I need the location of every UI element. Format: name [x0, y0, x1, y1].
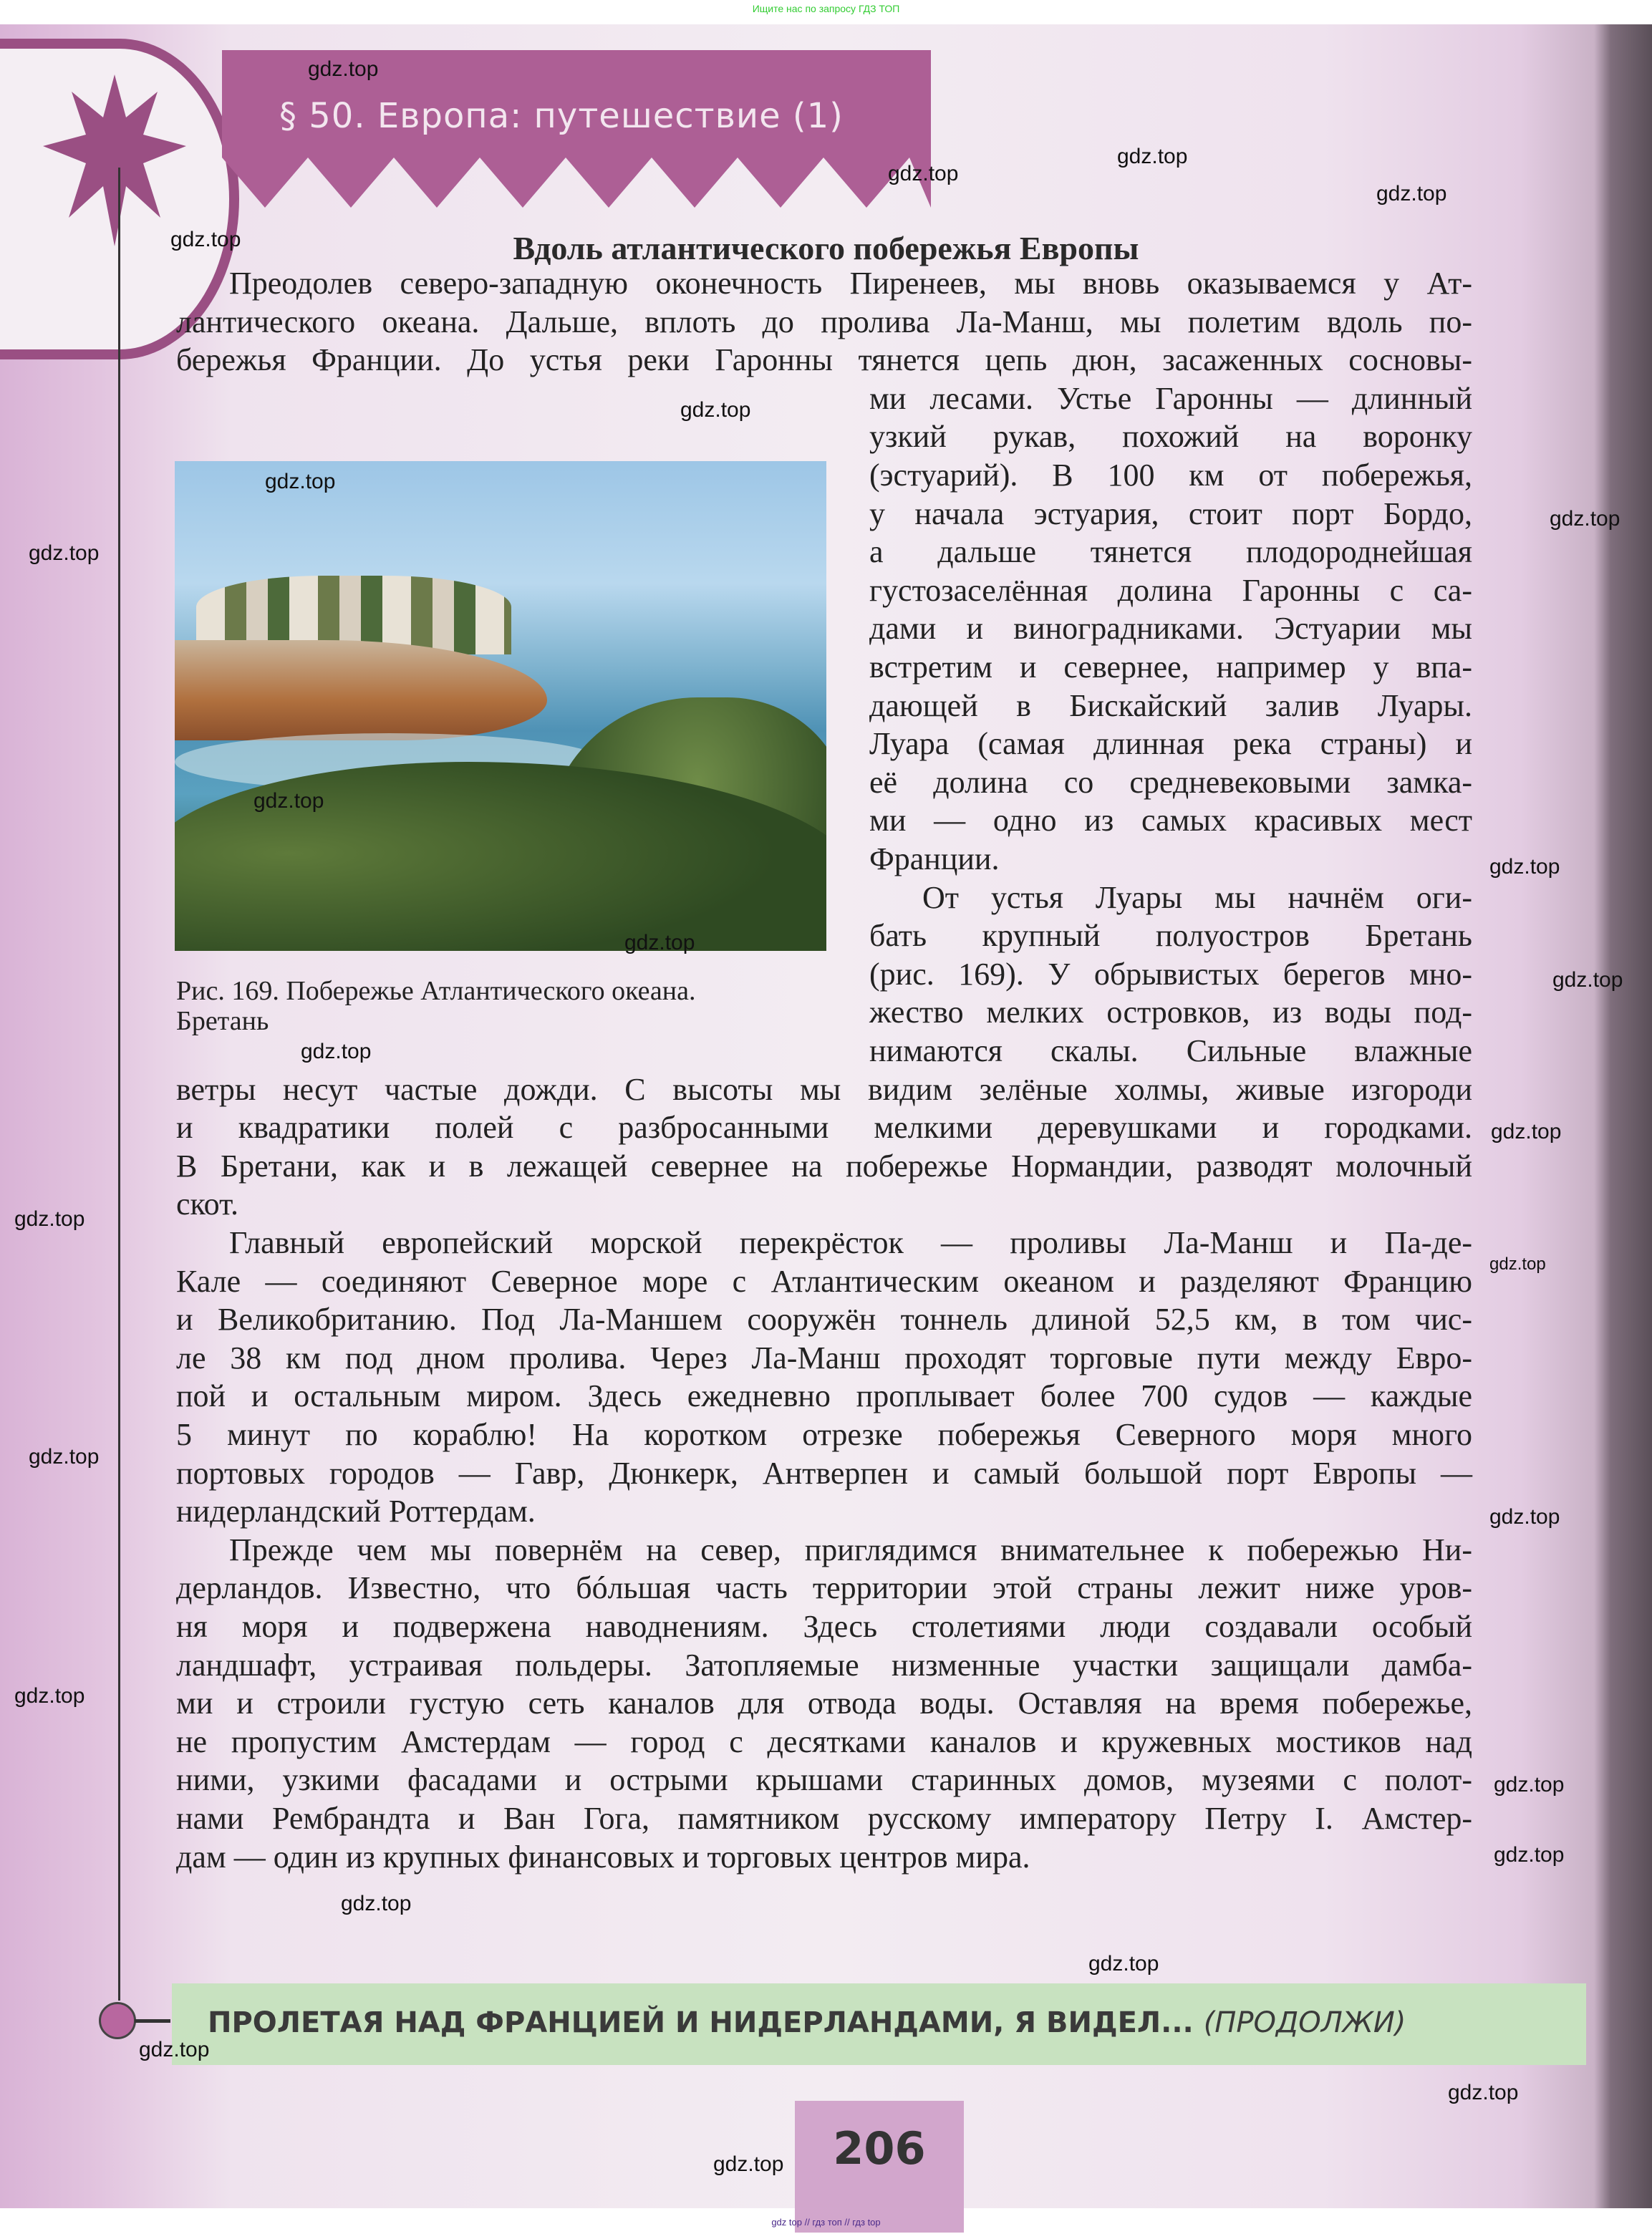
text-line: Преодолев северо-западную оконечность Пиренеев, мы вновь оказываемся у Ат- — [229, 266, 1472, 301]
text-line: дающей в Бискайский залив Луары. — [869, 687, 1472, 723]
task-hint: (ПРОДОЛЖИ) — [1203, 2006, 1406, 2039]
text-line: В Бретани, как и в лежащей севернее на побережье Нормандии, разводят молочный — [176, 1148, 1472, 1184]
text-line: ми — одно из самых красивых мест — [869, 803, 1472, 838]
watermark: gdz.top — [29, 1445, 100, 1469]
watermark: gdz.top — [1489, 855, 1560, 879]
text-line: ветры несут частые дожди. С высоты мы видим зелёные холмы, живые изгороди — [176, 1071, 1472, 1107]
text-line: Луара (самая длинная река страны) и — [869, 726, 1472, 762]
text-line: (рис. 169). У обрывистых берегов мно- — [869, 956, 1472, 992]
textbook-page — [0, 24, 1652, 2208]
watermark: gdz.top — [139, 2038, 210, 2061]
figure-photo-brittany-coast — [175, 461, 826, 951]
text-line: 5 минут по кораблю! На коротком отрезке побережья Северного моря много — [176, 1417, 1472, 1452]
text-line: нимаются скалы. Сильные влажные — [869, 1033, 1472, 1068]
watermark: gdz.top — [1448, 2081, 1519, 2104]
text-line: у начала эстуария, стоит порт Бордо, — [869, 495, 1472, 531]
text-line: бережья Франции. До устья реки Гаронны тянется цепь дюн, засаженных сосновы- — [176, 342, 1472, 378]
text-line: узкий рукав, похожий на воронку — [869, 419, 1472, 455]
timeline-connector — [135, 2019, 170, 2023]
watermark: gdz.top — [301, 1040, 372, 1063]
text-line: жество мелких островков, из воды под- — [869, 995, 1472, 1030]
watermark: gdz.top — [1117, 145, 1188, 168]
text-line: Прежде чем мы повернём на север, приглядимся внимательнее к побережью Ни- — [229, 1532, 1472, 1567]
text-line: Кале — соединяют Северное море с Атлантическим океаном и разделяют Францию — [176, 1263, 1472, 1299]
text-line: и Великобританию. Под Ла-Маншем сооружён тоннель длиной 52,5 км, в том чис- — [176, 1302, 1472, 1338]
watermark: gdz.top — [14, 1207, 85, 1231]
text-line: её долина со средневековыми замка- — [869, 764, 1472, 800]
text-line: ландшафт, устраивая польдеры. Затопляемые низменные участки защищали дамба- — [176, 1647, 1472, 1683]
watermark: gdz.top — [680, 398, 751, 422]
text-line: Франции. — [869, 841, 1000, 876]
watermark: gdz.top — [888, 162, 959, 185]
watermark: gdz.top — [1489, 1505, 1560, 1529]
text-line: лантического океана. Дальше, вплоть до пролива Ла-Манш, мы полетим вдоль по- — [176, 304, 1472, 339]
text-line: (эстуарий). В 100 км от побережья, — [869, 458, 1472, 493]
section-heading: § 50. Европа: путешествие (1) — [279, 96, 844, 136]
task-text — [208, 2006, 1568, 2039]
text-line: дами и виноградниками. Эстуарии мы — [869, 611, 1472, 647]
watermark: gdz.top — [341, 1892, 412, 1915]
timeline-line — [118, 168, 120, 2001]
watermark: gdz.top — [253, 789, 324, 813]
text-line: портовых городов — Гавр, Дюнкерк, Антверпен и самый большой порт Европы — — [176, 1455, 1472, 1491]
banner-zigzag — [222, 158, 931, 208]
watermark: gdz.top — [29, 541, 100, 565]
text-line: нами Рембрандта и Ван Гога, памятником русскому императору Петру I. Амстер- — [176, 1801, 1472, 1836]
text-line: не пропустим Амстердам — город с десятками каналов и кружевных мостиков над — [176, 1723, 1472, 1759]
text-line: От устья Луары мы начнём оги- — [922, 879, 1472, 915]
text-line: и квадратики полей с разбросанными мелкими деревушками и городками. — [176, 1110, 1472, 1146]
watermark: gdz.top — [14, 1684, 85, 1708]
figure-caption-2: Бретань — [176, 1006, 269, 1036]
text-line: ними, узкими фасадами и острыми крышами старинных домов, музеями с полот- — [176, 1762, 1472, 1798]
watermark: gdz.top — [1489, 1254, 1546, 1274]
figure-caption: Рис. 169. Побережье Атлантического океана. — [176, 976, 696, 1006]
text-line: густозаселённая долина Гаронны с са- — [869, 572, 1472, 608]
text-line: Главный европейский морской перекрёсток — проливы Ла-Манш и Па-де- — [229, 1225, 1472, 1260]
watermark: gdz.top — [170, 228, 241, 251]
watermark: gdz.top — [624, 931, 695, 954]
text-line: скот. — [176, 1186, 239, 1222]
watermark: gdz.top — [713, 2152, 784, 2176]
text-line: ми и строили густую сеть каналов для отвода воды. Оставляя на время побережье, — [176, 1686, 1472, 1721]
watermark: gdz.top — [308, 57, 379, 81]
text-line: ле 38 км под дном пролива. Через Ла-Манш проходят торговые пути между Евро- — [176, 1340, 1472, 1375]
text-line: а дальше тянется плодороднейшая — [869, 534, 1472, 570]
watermark: gdz.top — [1494, 1773, 1565, 1797]
top-note: Ищите нас по запросу ГДЗ ТОП — [752, 3, 900, 14]
watermark: gdz.top — [1550, 507, 1620, 531]
text-line: нидерландский Роттердам. — [176, 1494, 536, 1529]
text-line: ня моря и подвержена наводнениям. Здесь столетиями люди создавали особый — [176, 1609, 1472, 1644]
watermark: gdz.top — [1494, 1843, 1565, 1867]
text-line: ми лесами. Устье Гаронны — длинный — [869, 380, 1472, 416]
article-title: Вдоль атлантического побережья Европы — [513, 230, 1139, 266]
page-number: 206 — [833, 2122, 926, 2175]
watermark: gdz.top — [1552, 968, 1623, 992]
timeline-dot — [99, 2002, 136, 2039]
star-icon — [43, 74, 186, 246]
task-prompt: ПРОЛЕТАЯ НАД ФРАНЦИЕЙ И НИДЕРЛАНДАМИ, Я ВИДЕЛ... — [208, 2006, 1194, 2039]
text-line: дерландов. Известно, что бóльшая часть территории этой страны лежит ниже уров- — [176, 1570, 1472, 1606]
text-line: бать крупный полуостров Бретань — [869, 918, 1472, 954]
watermark: gdz.top — [1376, 182, 1447, 205]
watermark: gdz.top — [265, 470, 336, 493]
text-line: пой и остальным миром. Здесь ежедневно проплывает более 700 судов — каждые — [176, 1378, 1472, 1414]
watermark: gdz.top — [1491, 1120, 1562, 1143]
text-line: встретим и севернее, например у впа- — [869, 649, 1472, 685]
watermark: gdz.top — [1088, 1952, 1159, 1976]
bottom-note: gdz top // гдз топ // гдз top — [771, 2217, 881, 2228]
text-line: дам — один из крупных финансовых и торговых центров мира. — [176, 1839, 1030, 1875]
